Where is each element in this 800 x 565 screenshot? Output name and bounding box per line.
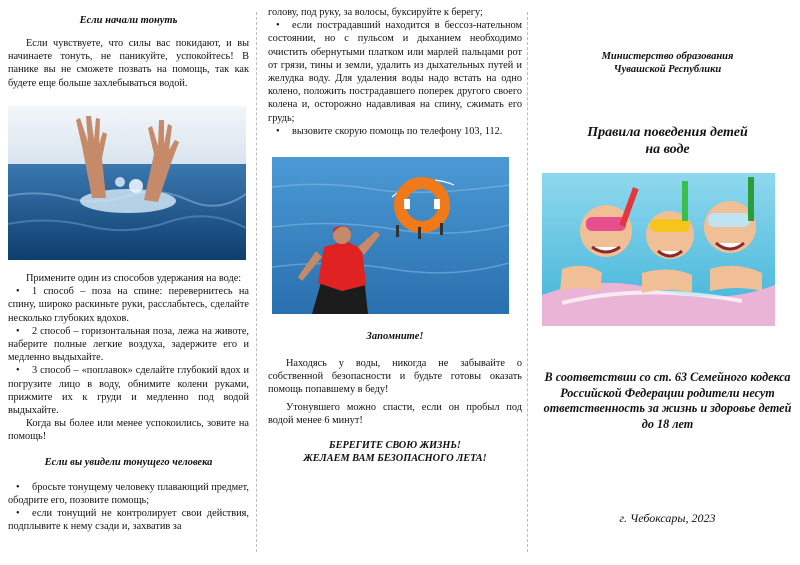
column-divider xyxy=(256,12,257,552)
ministry-line-1: Министерство образования xyxy=(601,51,734,62)
remember-text: Находясь у воды, никогда не забывайте о собственной безопасности и будьте готовы оказать помощь попавшему в беду! xyxy=(268,358,522,396)
drowning-hands-photo xyxy=(8,106,246,260)
call-ambulance-step: • вызовите скорую помощь по телефону 103, 112. xyxy=(268,125,522,138)
method-3: • 3 способ – «поплавок» сделайте глубокий вдох и погрузите лицо в воду, обнимите колени руками, прижмите их к груди и медленно под водой выдыхайте. xyxy=(8,364,249,417)
brochure-title-line-2: на воде xyxy=(645,142,690,157)
column-right-lower xyxy=(535,370,800,470)
methods-intro: Примените один из способов удержания на воде: xyxy=(26,273,242,284)
rescue-step-1: • бросьте тонущему человеку плавающий предмет, ободрите его, позовите помощь; xyxy=(8,481,249,507)
slogan-line-1: БЕРЕГИТЕ СВОЮ ЖИЗНЬ! xyxy=(329,440,461,452)
ministry-line-2: Чувашской Республики xyxy=(613,64,722,75)
city-year-footer: г. Чебоксары, 2023 xyxy=(619,511,716,525)
unconscious-step: • если пострадавший находится в бессоз-нательном состоянии, но с пульсом и дыханием необходимо очистить обернутыми платком или марлей пальцами рот от грязи, тины и земли, удалить из дыхательных путей и желудка воду. Для удаления воды надо встать на одно колено, положить пострадавшего поперек другого своего колена и, осторожно надавливая на спину, сжимать его грудь; xyxy=(268,19,522,125)
children-swimming-photo xyxy=(542,173,775,326)
column-divider-2 xyxy=(527,12,528,552)
intro-paragraph: Если чувствуете, что силы вас покидают, и вы начинаете тонуть, не паникуйте, успокойтесь! В панике вы не сможете позвать на помощь, так как будете еще больше захлебываться водой. xyxy=(8,38,249,89)
remember-heading: Запомните! xyxy=(366,331,424,342)
six-minutes-text: Утонувшего можно спасти, если он пробыл под водой менее 6 минут! xyxy=(268,401,522,426)
rescue-step-2: • если тонущий не контролирует свои действия, подплывите к нему сзади и, захватив за xyxy=(8,507,249,533)
column-left-lower xyxy=(0,272,255,562)
slogan-line-2: ЖЕЛАЕМ ВАМ БЕЗОПАСНОГО ЛЕТА! xyxy=(303,453,487,465)
brochure-title-line-1: Правила поведения детей xyxy=(587,125,748,140)
method-1: • 1 способ – поза на спине: перевернитесь на спину, широко раскиньте руки, расслабьтесь, сделайте несколько глубоких вдохов. xyxy=(8,285,249,325)
column-right-footer xyxy=(535,512,800,532)
method-2: • 2 способ – горизонтальная поза, лежа на животе, наберите полные легкие воздуха, задержите его и медленно выдыхайте. xyxy=(8,325,249,365)
heading-drowning: Если начали тонуть xyxy=(79,15,178,26)
calm-paragraph: Когда вы более или менее успокоились, зовите на помощь! xyxy=(8,418,249,443)
rescue-continuation: голову, под руку, за волосы, буксируйте к берегу; xyxy=(268,7,483,18)
family-code-statement: В соответствии со ст. 63 Семейного кодекса Российской Федерации родители несут ответственность за жизнь и здоровье детей до 18 лет xyxy=(543,370,792,431)
lifebuoy-rescue-photo xyxy=(272,157,509,314)
column-middle-lower xyxy=(262,330,526,560)
heading-see-drowning: Если вы увидели тонущего человека xyxy=(44,456,213,468)
